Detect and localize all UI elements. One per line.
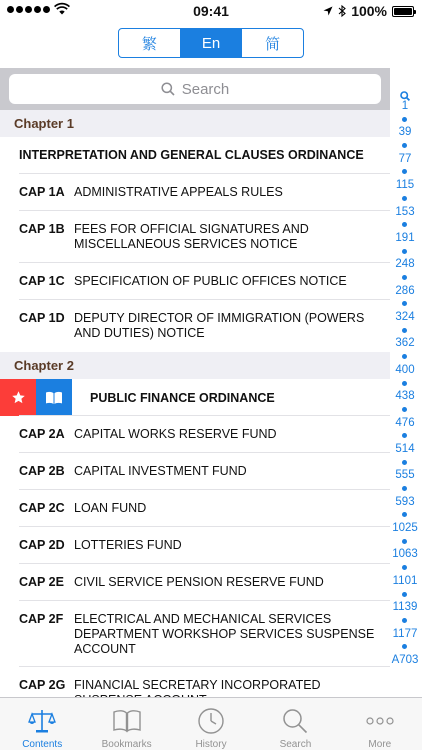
index-dot bbox=[402, 328, 407, 333]
index-dot bbox=[402, 275, 407, 280]
index-item[interactable]: 476 bbox=[395, 416, 415, 429]
index-dot bbox=[402, 117, 407, 122]
index-dot bbox=[402, 512, 407, 517]
list-item[interactable] bbox=[0, 211, 390, 263]
list-item[interactable] bbox=[0, 416, 390, 453]
index-dot bbox=[402, 196, 407, 201]
ordinance-title: CAPITAL WORKS RESERVE FUND bbox=[74, 427, 277, 441]
ordinance-title: ADMINISTRATIVE APPEALS RULES bbox=[74, 185, 283, 199]
ordinance-title: CAPITAL INVESTMENT FUND bbox=[74, 464, 247, 478]
index-dot bbox=[402, 222, 407, 227]
index-dot bbox=[402, 407, 407, 412]
index-dot bbox=[402, 381, 407, 386]
cap-number: CAP 2F bbox=[19, 612, 64, 626]
ordinance-title: LOAN FUND bbox=[74, 501, 147, 515]
ordinance-title: CIVIL SERVICE PENSION RESERVE FUND bbox=[74, 575, 324, 589]
battery-icon bbox=[392, 6, 414, 17]
index-dot bbox=[402, 460, 407, 465]
list-item[interactable] bbox=[0, 300, 390, 352]
index-dot bbox=[402, 539, 407, 544]
list-item[interactable] bbox=[0, 174, 390, 211]
index-item[interactable]: 1139 bbox=[392, 601, 418, 614]
index-dot bbox=[402, 486, 407, 491]
status-right bbox=[323, 3, 414, 19]
ordinance-title: SPECIFICATION OF PUBLIC OFFICES NOTICE bbox=[74, 274, 347, 288]
index-item[interactable]: 324 bbox=[395, 311, 415, 324]
cap-number: CAP 2D bbox=[19, 538, 65, 552]
index-item[interactable]: 1101 bbox=[392, 574, 418, 587]
battery-percent: 100% bbox=[351, 3, 387, 19]
index-item[interactable]: A703 bbox=[391, 654, 419, 666]
section-index-bar[interactable] bbox=[386, 90, 424, 680]
open-book-button[interactable] bbox=[36, 379, 72, 416]
index-dot bbox=[402, 592, 407, 597]
ordinance-title: INTERPRETATION AND GENERAL CLAUSES ORDINANCE bbox=[19, 148, 364, 162]
search-placeholder: Search bbox=[181, 80, 230, 98]
list-item[interactable] bbox=[0, 601, 390, 667]
index-item[interactable]: 39 bbox=[398, 126, 412, 139]
cap-number: CAP 2A bbox=[19, 427, 65, 441]
tab-bar bbox=[0, 697, 422, 750]
index-dot bbox=[402, 249, 407, 254]
clock-icon bbox=[197, 707, 225, 735]
search-bar bbox=[0, 68, 390, 110]
index-dot bbox=[402, 301, 407, 306]
index-item[interactable]: 514 bbox=[395, 442, 415, 455]
location-icon bbox=[323, 6, 333, 16]
index-dot bbox=[402, 143, 407, 148]
tab-label: Search bbox=[279, 739, 312, 750]
segment-simplified-chinese[interactable]: 简 bbox=[265, 35, 281, 53]
list-item[interactable] bbox=[0, 527, 390, 564]
segment-traditional-chinese[interactable]: 繁 bbox=[119, 29, 181, 57]
index-item[interactable]: 438 bbox=[395, 390, 415, 403]
ordinance-title: DEPUTY DIRECTOR OF IMMIGRATION (POWERS AND DUTIES) NOTICE bbox=[74, 311, 365, 340]
list-item[interactable] bbox=[0, 564, 390, 601]
index-item[interactable]: 1 bbox=[401, 100, 409, 112]
index-dot bbox=[402, 433, 407, 438]
tab-more[interactable] bbox=[338, 698, 422, 750]
section-header-chapter-1: Chapter 1 bbox=[0, 110, 390, 137]
section-header-chapter-2: Chapter 2 bbox=[0, 352, 390, 379]
ordinance-title: FEES FOR OFFICIAL SIGNATURES AND MISCELLANEOUS SERVICES NOTICE bbox=[74, 222, 309, 251]
search-icon bbox=[282, 708, 308, 734]
index-item[interactable]: 555 bbox=[395, 469, 415, 482]
language-segmented-control bbox=[118, 28, 304, 58]
index-item[interactable]: 400 bbox=[395, 363, 415, 376]
ordinance-title: FINANCIAL SECRETARY INCORPORATED bbox=[74, 678, 321, 692]
cap-number: CAP 1D bbox=[19, 311, 65, 325]
list-item[interactable] bbox=[0, 137, 390, 174]
contents-list bbox=[0, 110, 390, 697]
list-item[interactable] bbox=[0, 263, 390, 300]
cap-number: CAP 2B bbox=[19, 464, 65, 478]
more-icon bbox=[366, 717, 394, 725]
cap-number: CAP 1B bbox=[19, 222, 65, 236]
tab-label: Contents bbox=[22, 739, 63, 750]
index-dot bbox=[402, 618, 407, 623]
index-item[interactable]: 286 bbox=[395, 284, 415, 297]
index-item[interactable]: 1063 bbox=[392, 548, 418, 561]
book-icon bbox=[45, 391, 63, 405]
index-dot bbox=[402, 354, 407, 359]
list-item[interactable] bbox=[0, 490, 390, 527]
list-item-swiped[interactable] bbox=[0, 379, 390, 416]
bookmark-star-button[interactable] bbox=[0, 379, 36, 416]
ordinance-title: ELECTRICAL AND MECHANICAL SERVICES DEPARTMENT WORKSHOP SERVICES SUSPENSE ACCOUNT bbox=[74, 612, 375, 656]
index-dot bbox=[402, 565, 407, 570]
search-input[interactable] bbox=[9, 74, 381, 104]
cap-number: CAP 2E bbox=[19, 575, 64, 589]
tab-history[interactable] bbox=[169, 698, 253, 750]
status-bar bbox=[0, 0, 422, 22]
tab-contents[interactable] bbox=[0, 698, 84, 750]
cap-number: CAP 2C bbox=[19, 501, 65, 515]
battery-level bbox=[394, 8, 412, 15]
scales-icon bbox=[28, 708, 56, 734]
index-item[interactable]: 77 bbox=[398, 152, 412, 165]
index-item[interactable]: 1025 bbox=[392, 522, 418, 535]
search-icon bbox=[161, 82, 175, 96]
tab-label: More bbox=[368, 739, 392, 750]
index-item[interactable]: 1177 bbox=[392, 627, 418, 640]
segment-english[interactable]: En bbox=[181, 29, 243, 57]
index-dot bbox=[402, 169, 407, 174]
index-item[interactable]: 191 bbox=[395, 231, 415, 244]
index-item[interactable]: 153 bbox=[395, 205, 415, 218]
ordinance-title: PUBLIC FINANCE ORDINANCE bbox=[90, 390, 275, 405]
tab-search[interactable] bbox=[253, 698, 337, 750]
cap-number: CAP 1A bbox=[19, 185, 65, 199]
list-item[interactable] bbox=[0, 453, 390, 490]
tab-label: Bookmarks bbox=[101, 739, 152, 750]
status-time: 09:41 bbox=[193, 3, 229, 19]
cap-number: CAP 2G bbox=[19, 678, 66, 692]
tab-bookmarks[interactable] bbox=[84, 698, 168, 750]
index-item[interactable]: 593 bbox=[395, 495, 415, 508]
tab-label: History bbox=[195, 739, 227, 750]
bluetooth-icon bbox=[338, 5, 346, 17]
index-item[interactable]: 248 bbox=[395, 258, 415, 271]
index-item[interactable]: 115 bbox=[395, 179, 415, 192]
index-dot bbox=[402, 644, 407, 649]
ordinance-title: LOTTERIES FUND bbox=[74, 538, 182, 552]
cap-number: CAP 1C bbox=[19, 274, 65, 288]
book-icon bbox=[112, 709, 142, 733]
star-icon bbox=[11, 390, 26, 405]
index-item[interactable]: 362 bbox=[395, 337, 415, 350]
